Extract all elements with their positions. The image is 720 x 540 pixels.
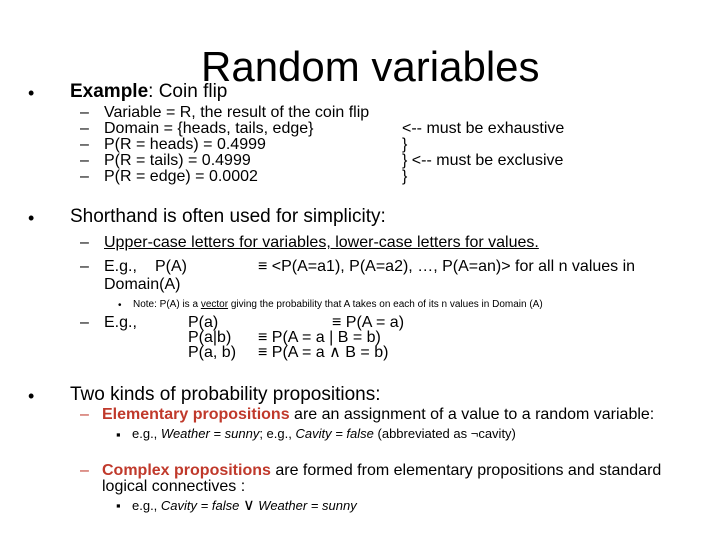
eg-label: e.g., xyxy=(132,426,158,441)
elementary-line xyxy=(102,407,654,423)
notation-rhs: ≡ P(A = a | B = b) xyxy=(258,329,381,346)
note-suffix: giving the probability that A takes on each of its n values in Domain (A) xyxy=(228,299,543,310)
notation-rhs: ≡ P(A = a) xyxy=(332,314,405,331)
complex-text: are formed from elementary propositions and standard xyxy=(270,462,662,479)
square-bullet: ▪ xyxy=(116,498,121,513)
dash: – xyxy=(80,104,89,121)
notation-lhs: P(a, b) xyxy=(188,344,237,361)
dash: – xyxy=(80,406,89,423)
note-vector: vector xyxy=(200,299,229,310)
shorthand-rule: Upper-case letters for variables, lower-case letters for values. xyxy=(104,234,539,251)
example-cavity: Cavity = false xyxy=(160,498,240,513)
elementary-text: are an assignment of a value to a random variable: xyxy=(289,406,655,423)
kinds-heading: Two kinds of probability propositions: xyxy=(70,384,381,405)
example-text: : Coin flip xyxy=(148,81,228,102)
slide-title: Random variables xyxy=(201,43,540,90)
example-label: Example xyxy=(70,81,149,102)
example-item: Variable = R, the result of the coin flip xyxy=(104,104,370,121)
complex-example xyxy=(132,498,357,514)
domain-term: Domain(A) xyxy=(104,276,181,293)
elementary-example xyxy=(132,427,516,440)
eg-separator: ; e.g., xyxy=(259,426,292,441)
pa-definition: ≡ <P(A=a1), P(A=a2), …, P(A=an)> for all n values in xyxy=(258,258,636,275)
dash: – xyxy=(80,314,89,331)
notation-lhs: P(a) xyxy=(188,314,219,331)
exhaustive-note: <-- must be exhaustive xyxy=(402,120,565,137)
eg-label: e.g., xyxy=(132,498,158,513)
example-weather: Weather = sunny xyxy=(160,426,260,441)
complex-line xyxy=(102,463,661,479)
shorthand-heading: Shorthand is often used for simplicity: xyxy=(70,206,386,227)
dash: – xyxy=(80,152,89,169)
eg-label: E.g., xyxy=(104,258,137,275)
example-weather: Weather = sunny xyxy=(258,498,357,513)
example-item: P(R = edge) = 0.0002 xyxy=(104,168,258,185)
dash: – xyxy=(80,234,89,251)
dash: – xyxy=(80,462,89,479)
brace: } xyxy=(402,136,408,153)
example-item: P(R = heads) = 0.4999 xyxy=(104,136,266,153)
square-bullet: ▪ xyxy=(116,427,121,442)
notation-lhs: P(a|b) xyxy=(188,329,232,346)
example-item: Domain = {heads, tails, edge} xyxy=(104,120,314,137)
pa-term: P(A) xyxy=(155,258,187,275)
notation-rhs: ≡ P(A = a ∧ B = b) xyxy=(258,344,389,361)
dash: – xyxy=(80,258,89,275)
exclusive-note: } <-- must be exclusive xyxy=(402,152,564,169)
example-heading xyxy=(70,82,227,101)
dash: – xyxy=(80,120,89,137)
dash: – xyxy=(80,168,89,185)
dash: – xyxy=(80,136,89,153)
vector-note xyxy=(133,300,543,310)
bullet: • xyxy=(28,386,35,406)
abbreviation-note: (abbreviated as ¬cavity) xyxy=(377,426,516,441)
or-symbol: ∨ xyxy=(242,497,255,514)
elementary-term: Elementary propositions xyxy=(102,406,290,423)
example-item: P(R = tails) = 0.4999 xyxy=(104,152,251,169)
complex-term: Complex propositions xyxy=(102,462,271,479)
note-prefix: Note: P(A) is a xyxy=(133,299,201,310)
eg-label: E.g., xyxy=(104,314,137,331)
complex-text-cont: logical connectives : xyxy=(102,478,246,495)
bullet: • xyxy=(118,300,122,311)
bullet: • xyxy=(28,208,35,228)
bullet: • xyxy=(28,83,35,103)
example-cavity: Cavity = false xyxy=(295,426,374,441)
brace: } xyxy=(402,168,408,185)
